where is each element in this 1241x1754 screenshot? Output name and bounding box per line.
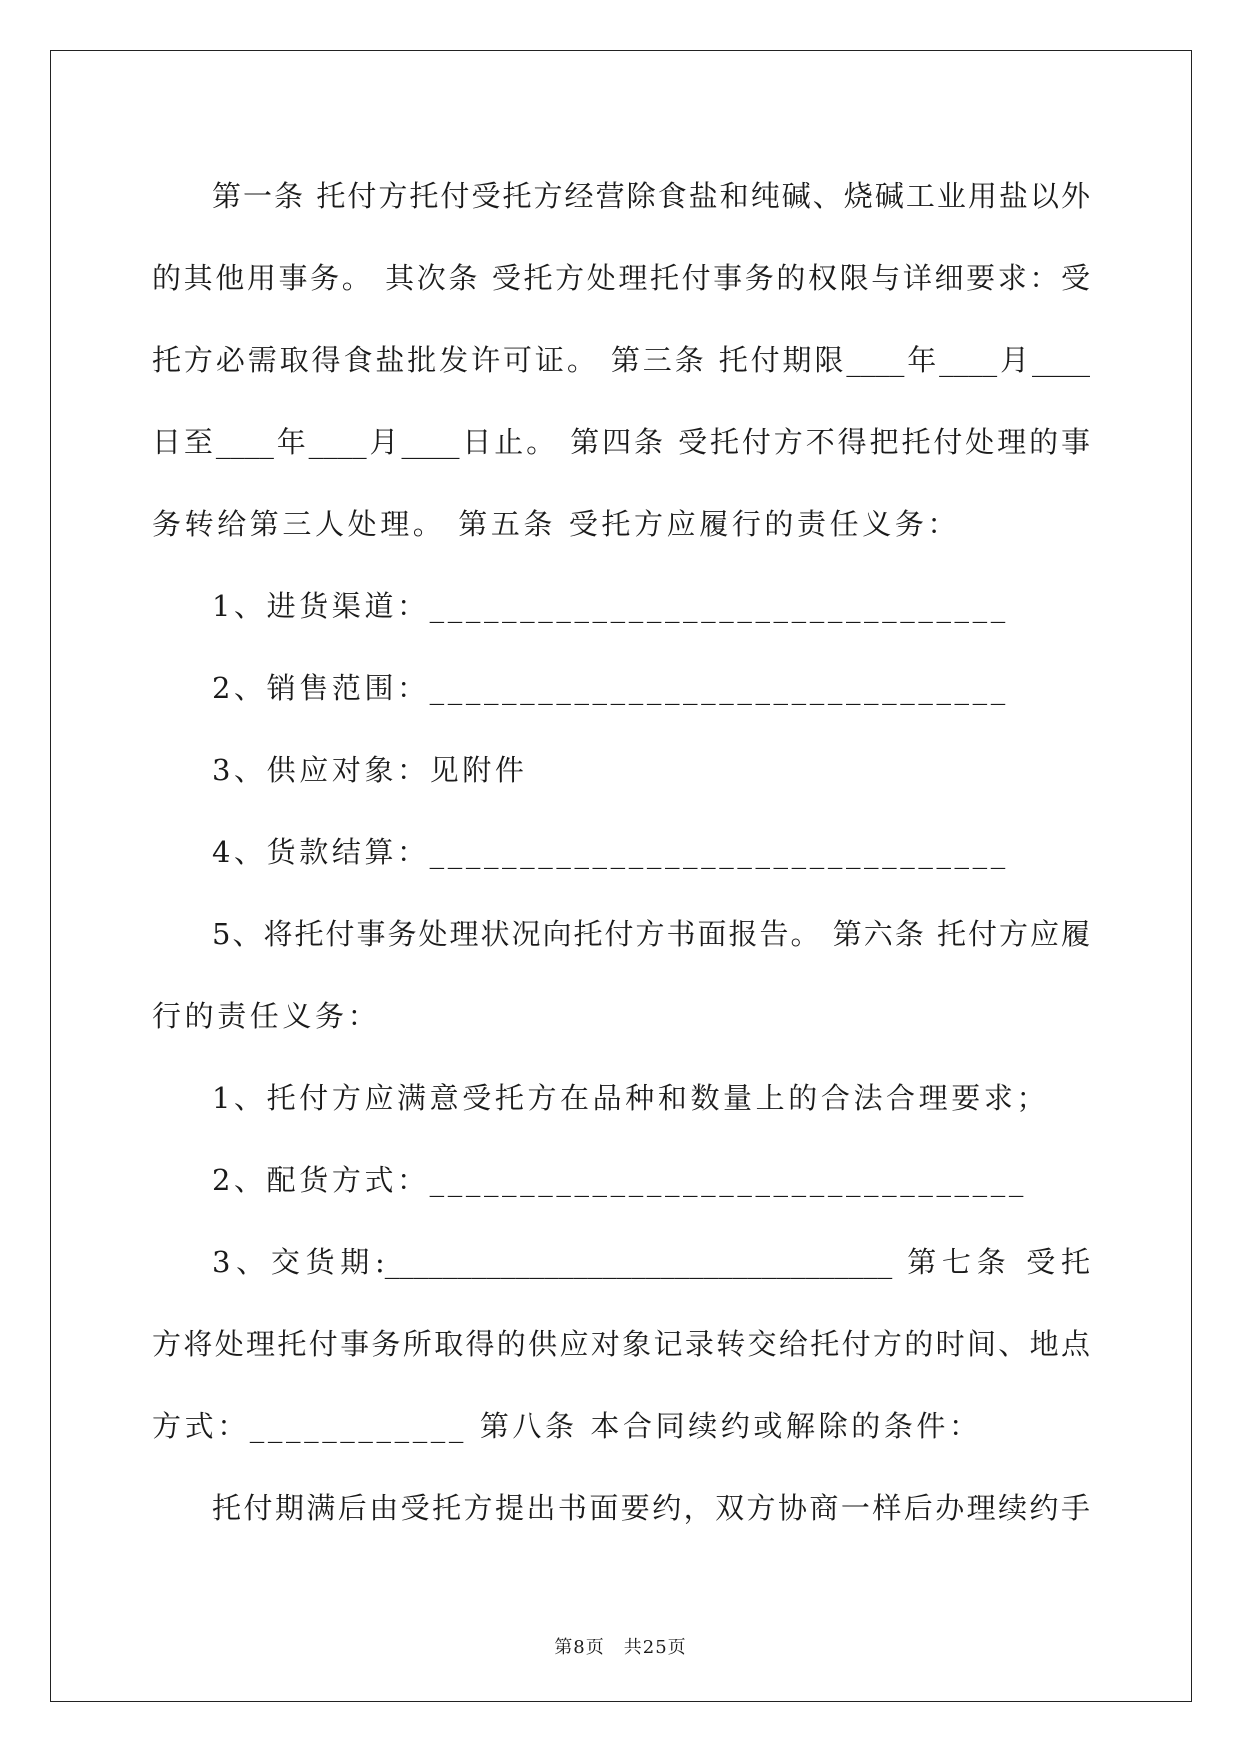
text-line-4: 日至____年____月____日止。 第四条 受托付方不得把托付处理的事	[152, 425, 1090, 459]
text-line-2: 的其他用事务。 其次条 受托方处理托付事务的权限与详细要求：受	[152, 261, 1090, 295]
list-item-purchase-channel: 1、进货渠道：________________________________	[212, 589, 1009, 623]
text-line-3: 托方必需取得食盐批发许可证。 第三条 托付期限____年____月____	[152, 343, 1090, 377]
list-item-distribution-method: 2、配货方式：_________________________________	[212, 1163, 1027, 1197]
text-line-1: 第一条 托付方托付受托方经营除食盐和纯碱、烧碱工业用盐以外	[212, 179, 1090, 213]
document-body	[152, 155, 1090, 1549]
list-item-payment-settlement: 4、货款结算：________________________________	[212, 835, 1009, 869]
text-line-10: 5、将托付事务处理状况向托付方书面报告。 第六条 托付方应履	[212, 917, 1090, 951]
text-line-5: 务转给第三人处理。 第五条 受托方应履行的责任义务：	[152, 507, 961, 541]
page-number: 第8页 共25页	[554, 1637, 687, 1658]
list-item-supply-target: 3、供应对象：见附件	[212, 753, 528, 787]
text-line-16: 方式：____________ 第八条 本合同续约或解除的条件：	[152, 1409, 982, 1443]
list-item-reasonable-demand: 1、托付方应满意受托方在品种和数量上的合法合理要求；	[212, 1081, 1050, 1115]
list-item-delivery-period: 3、交货期:___________________________________ 第七条 受托	[212, 1245, 1090, 1279]
text-line-11: 行的责任义务：	[152, 999, 381, 1033]
text-line-17: 托付期满后由受托方提出书面要约，双方协商一样后办理续约手	[212, 1491, 1090, 1525]
text-line-15: 方将处理托付事务所取得的供应对象记录转交给托付方的时间、地点	[152, 1327, 1090, 1361]
list-item-sales-scope: 2、销售范围：________________________________	[212, 671, 1009, 705]
